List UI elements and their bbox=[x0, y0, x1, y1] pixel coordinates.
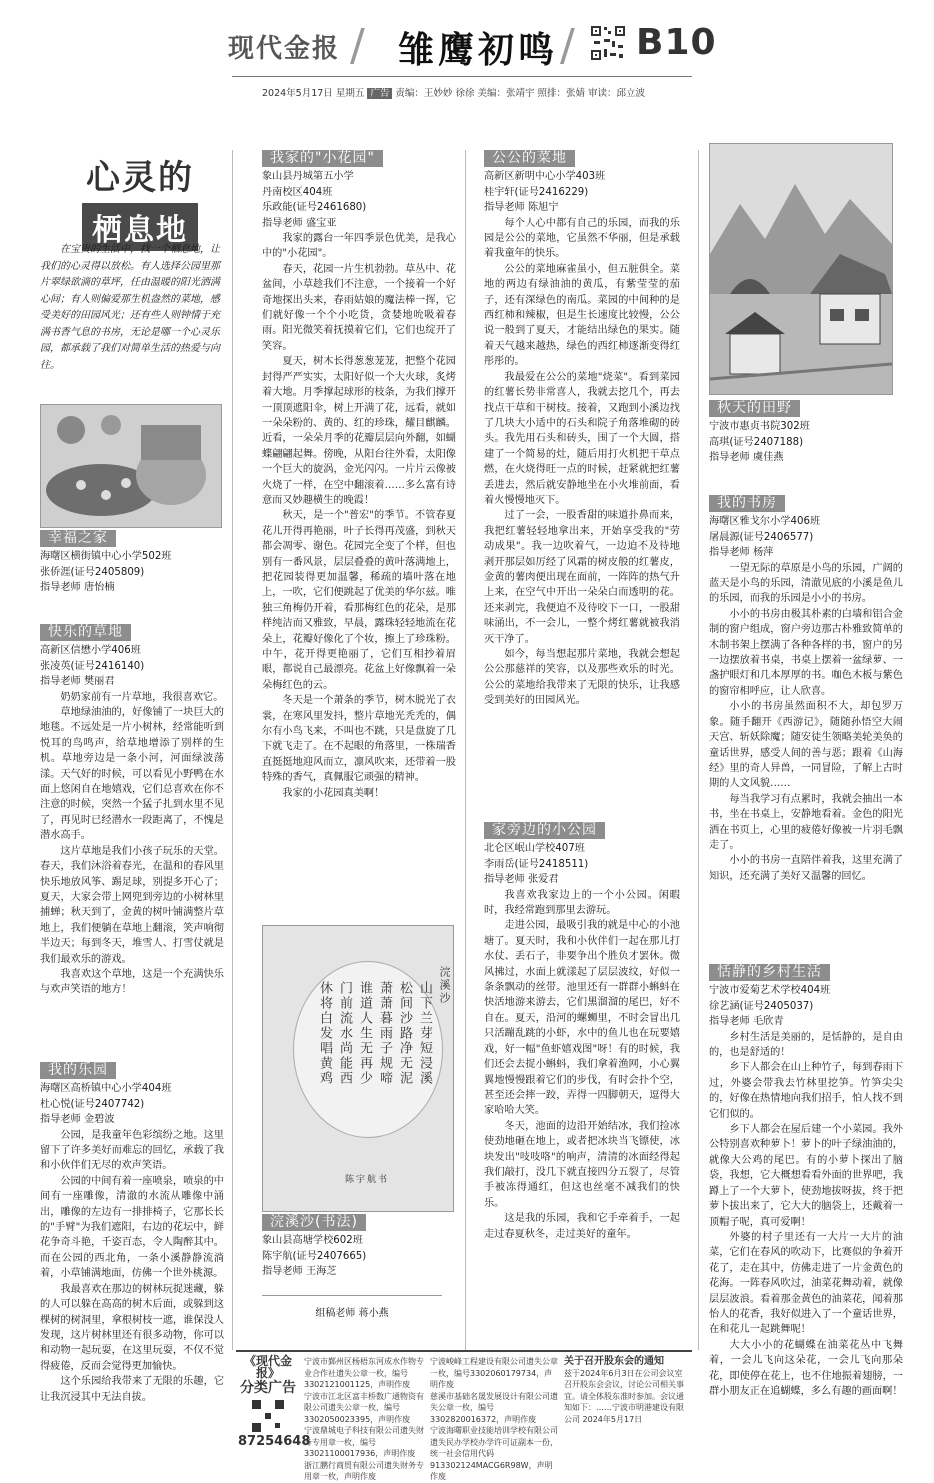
calligraphy-line: 萧萧暮雨子规啼 bbox=[377, 981, 392, 1086]
painting-autumn-field bbox=[709, 143, 893, 395]
author-name: 乐政能(证号2461680) bbox=[262, 202, 367, 214]
article-village bbox=[709, 964, 903, 1399]
column-rule bbox=[698, 150, 699, 1350]
ad-item: 浙江鹏行商贸有限公司遗失财务专用章一枚，声明作废 bbox=[304, 1460, 424, 1481]
feature-title-line1: 心灵的 bbox=[86, 158, 194, 198]
paragraph: 一望无际的草原是小鸟的乐园，广阔的蓝天是小鸟的乐园，清澈见底的小溪是鱼儿的乐园，而我的乐园是小小的书房。 bbox=[709, 562, 903, 605]
credits-line bbox=[262, 85, 645, 99]
author-name: 张侨涯(证号2405809) bbox=[40, 566, 145, 578]
article-title: 幸福之家 bbox=[40, 530, 116, 547]
ad-item: 宁波市鄞州区杨梧东河成水作物专业合作社遗失公章一枚，编号3302121001125，声明作废 bbox=[304, 1357, 424, 1389]
article-title: 公公的菜地 bbox=[484, 150, 575, 167]
author-teacher: 指导老师 毛欣青 bbox=[709, 1016, 784, 1028]
feature-title-line2: 栖息地 bbox=[82, 203, 198, 251]
author-teacher: 指导老师 杨萍 bbox=[709, 547, 774, 559]
paragraph: 小小的书房由极其朴素的白墙和铝合金制的窗户组成，窗户旁边那古朴雅致简单的木制书架上摆满了各种各样的书，窗户的另一边摆放着书桌，书桌上摆着一盆绿萝、一盏护眼灯和几本厚厚的书。咖色木板与紫色的窗帘相呼应，让人欣喜。 bbox=[709, 608, 903, 697]
ad-item: 慈溪市基础名晟发展设计有限公司遗失公章一枚，编号3302820016372，声明作废 bbox=[430, 1391, 558, 1424]
notice-body: 兹于2024年6月3日在公司会议室召开股东会会议，讨论公司相关事宜。请全体股东准时参加。会议通知如下：……宁波市明港建设有限公司 2024年5月17日 bbox=[564, 1368, 684, 1424]
calligraphy-artwork bbox=[262, 925, 454, 1212]
paragraph: 走进公园，最吸引我的就是中心的小池塘了。夏天时，我和小伙伴们一起在那儿打水仗、丢石子，非要争出个胜负才罢休。微风拂过，水面上就漾起了层层波纹，好似一条条飘动的丝带。池里还有一群群小蝌蚪在快活地游来游去，它们黑溜溜的尾巴，好不自在。夏天，沿河的螺蛳里，不时会冒出几只活蹦乱跳的小虾，水中的鱼儿也在玩要嬉戏，好一幅"鱼虾嬉戏图"呀！有的时候，我们还会去捉小蝌蚪，我们拿着渔网，小心翼翼地慢慢跟着它们的步伐，有时会扑个空，甚至还会摔一跤，弄得一四脚朝天，逗得大家哈哈大笑。 bbox=[484, 920, 680, 1117]
author-school: 高新区新明中心小学403班 bbox=[484, 171, 606, 183]
author-teacher: 指导老师 陈旭宁 bbox=[484, 202, 559, 214]
calligraphy-line: 休将白发唱黄鸡 bbox=[317, 981, 332, 1086]
classified-ads bbox=[236, 1350, 692, 1481]
issue-date: 2024年5月17日 星期五 bbox=[262, 88, 365, 99]
article-title: 我的乐园 bbox=[40, 1062, 116, 1079]
paragraph: 公公的菜地麻雀虽小，但五脏俱全。菜地的两边有绿油油的黄瓜，有紫莹莹的茄子，还有深绿色的南瓜。菜园的中间种的是西红柿和辣椒，但是生长速度比较慢，公公说一般到了夏天，才能结出绿色的果实。随着天气越来越热，绿色的西红柿逐渐变得红彤彤的。 bbox=[484, 263, 680, 368]
author-school: 海曙区雅戈尔小学406班 bbox=[709, 516, 821, 528]
author-name: 李雨岳(证号2418511) bbox=[484, 858, 589, 870]
paragraph: 如今，每当想起那片菜地，我就会想起公公那慈祥的笑容，以及那些欢乐的时光。公公的菜地给我带来了无限的快乐，让我感受到美好的田园风光。 bbox=[484, 649, 680, 707]
painting-happy-home bbox=[40, 404, 222, 528]
article-title: 我的书房 bbox=[709, 495, 785, 512]
feature-heading bbox=[60, 150, 220, 251]
column-rule bbox=[232, 150, 233, 1350]
ad-tag: 广告 bbox=[367, 88, 392, 99]
title-divider: / bbox=[560, 20, 575, 71]
author-teacher: 指导老师 盛宝亚 bbox=[262, 217, 337, 229]
calligraphy-side-title: 浣溪沙 bbox=[438, 966, 451, 1005]
author-school: 北仑区岷山学校407班 bbox=[484, 843, 585, 855]
paragraph: 小小的书房虽然面积不大，却包罗万象。随手翻开《西游记》，随随孙悟空大闹天宫、斩妖除魔；随安徒生领略美轮美奂的童话世界，感受人间的善与恶；跟着《山海经》里的奇人异兽，一同冒险，了解上古时期的人文风貌…… bbox=[709, 701, 903, 790]
paragraph: 每当我学习有点累时，我就会抽出一本书，坐在书桌上，安静地看着。金色的阳光洒在书页上，心里的疲倦好像被一片羽毛飘走了。 bbox=[709, 793, 903, 851]
paragraph: 这片草地是我们小孩子玩乐的天堂。春天，我们沐浴着春光，在温和的春风里快乐地放风筝、踢足球，别提多开心了；夏天，大家会带上网兜到旁边的小树林里捕蝉；秋天到了，金黄的树叶铺满整片草地上，我们便躺在草地上翻滚，笑声响彻半边天；每到冬天，堆雪人、打雪仗就是我们最欢乐的游戏。 bbox=[40, 845, 224, 965]
paragraph: 我喜欢我家边上的一个小公园。闲暇时，我经常跑到那里去游玩。 bbox=[484, 889, 680, 917]
paragraph: 每个人心中都有自己的乐园，而我的乐园是公公的菜地，它虽然不华丽，但是承载着我童年的快乐。 bbox=[484, 217, 680, 260]
article-happy-home bbox=[40, 530, 224, 596]
calligraphy-line: 谁道人生无再少 bbox=[357, 981, 372, 1086]
ads-brand bbox=[238, 1354, 311, 1464]
paragraph: 我最爱在公公的菜地"烧菜"。看到菜园的红薯长势非常喜人，我就去挖几个，再去找点干草和干树枝。接着，又跑到小溪边找了几块大小适中的石头和院子角落堆砌的砖头。我先用石头和砖头，围了一个大圆，搭建了一个简易的灶，随后用打火机把干草点燃，在火烧得旺一点的时候，赶紧就把红薯丢进去，然后就安静地坐在小火堆前面，看着火慢慢地灭下。 bbox=[484, 371, 680, 506]
author-name: 屠晨源(证号2406577) bbox=[709, 531, 814, 543]
paragraph: 乡下人都会在屋后建一个小菜园。我外公特别喜欢种萝卜！萝卜的叶子绿油油的，就像大公鸡的尾巴。有的小萝卜探出了脑袋，我想，它大概想看看外面的世界吧，我蹲上了一个大萝卜，使劲地拔呀拔，终于把萝卜拔出来了，它大大的脑袋上，还戴着一顶帽子呢，真可爱啊！ bbox=[709, 1124, 903, 1228]
masthead-rule bbox=[232, 76, 692, 77]
author-school: 海曙区高桥镇中心小学404班 bbox=[40, 1083, 172, 1095]
article-title: 家旁边的小公园 bbox=[484, 822, 605, 839]
author-teacher: 指导老师 唐怡楠 bbox=[40, 582, 115, 594]
article-title: 快乐的草地 bbox=[40, 624, 131, 641]
paragraph: 这是我的乐园，我和它手牵着手，一起走过春夏秋冬，走过美好的童年。 bbox=[484, 1213, 680, 1240]
paragraph: 我家的小花园真美啊！ bbox=[282, 787, 385, 799]
author-name: 桂宇轩(证号2416229) bbox=[484, 186, 589, 198]
paragraph: 大大小小的花蝴蝶在油菜花丛中飞舞着，一会儿飞向这朵花，一会儿飞向那朵花，即使停在花上，也不住地振着翅膀，一群小朋友正在追蝴蝶，多么有趣的画面啊！ bbox=[709, 1339, 903, 1397]
ad-item: 宁波海曙职业技能培训学校有限公司遗失民办学校办学许可证副本一份，统一社会信用代码913302124MACG6R98W，声明作废 bbox=[430, 1426, 558, 1481]
calligraphy-line: 山下兰芽短浸溪 bbox=[417, 981, 432, 1086]
qr-code-icon bbox=[590, 25, 626, 61]
author-school: 宁波市惠贞书院302班 bbox=[709, 421, 810, 433]
paragraph: 小小的书房一直陪伴着我，这里充满了知识，还充满了美好又温馨的回忆。 bbox=[709, 855, 903, 882]
calligraphy-signature: 陈宇航书 bbox=[345, 1175, 390, 1185]
ad-item: 宁波峻峰工程建设有限公司遗失公章一枚，编号3302060179734，声明作废 bbox=[430, 1357, 558, 1389]
author-campus: 丹南校区404班 bbox=[262, 186, 333, 198]
paragraph: 乡村生活是美丽的，是恬静的，是自由的，也是舒适的！ bbox=[709, 1031, 903, 1059]
ads-notice bbox=[564, 1356, 690, 1464]
section-title: 雏鹰初鸣 bbox=[398, 29, 559, 71]
ads-column-2 bbox=[430, 1356, 558, 1481]
notice-title: 关于召开股东会的通知 bbox=[564, 1356, 664, 1367]
article-calligraphy bbox=[262, 1214, 456, 1280]
author-name: 高琪(证号2407188) bbox=[709, 436, 804, 448]
paragraph: 冬天是一个萧条的季节，树木脱光了衣裳，在寒风里发抖，整片草地光秃秃的，偶尔有小鸟飞来，不叫也不跳，只是盘旋了几下就飞走了。在不起眼的角落里，一株瑞香直挺挺地迎风而立，凛风吹来，还带着一股特殊的香气，真佩服它顽强的精神。 bbox=[262, 695, 456, 784]
article-vegetable bbox=[484, 150, 680, 709]
paragraph: 乡下人都会在山上种竹子，每到春雨下过，外婆会带我去竹林里挖笋。竹笋尖尖的，好像在热情地向我们招手，怕人找不到它们似的。 bbox=[709, 1062, 903, 1120]
article-title: 秋天的田野 bbox=[709, 400, 800, 417]
article-autumn-field bbox=[709, 400, 903, 466]
author-name: 徐艺涵(证号2405037) bbox=[709, 1000, 814, 1012]
author-name: 陈宇航(证号2407665) bbox=[262, 1250, 367, 1262]
author-school: 象山县高塘学校602班 bbox=[262, 1235, 363, 1247]
article-title: 浣溪沙(书法) bbox=[262, 1214, 366, 1231]
feature-intro-text: 在宝贵的生活中，找一个栖息地，让我们的心灵得以放松。有人选择公园里那片翠绿欲滴的草坪，任由温暖的阳光洒满心间；有人则偏爱那生机盎然的菜地，感受美好的田园风光；还有些人则钟情于充满书香气息的书房，无论是哪一个心灵乐园，都承载了我们对简单生活的热爱与向往。 bbox=[40, 244, 220, 371]
paragraph: 秋天，是一个"普宏"的季节。不管春夏花儿开得再艳丽，叶子长得再茂盛，到秋天都会凋零、谢色。花园完全变了个样，但也别有一番风景，层层叠叠的黄叶落满地上，把花园装得更加温馨，稀疏的墙叶落在地上，一吹，它们便跳起了优美的华尔兹。唯独三角梅仍开着，看那梅红色的花朵，是那样纯洁而又雅致，早晨，露珠轻轻地流在花朵上，花瓣好像化了个妆，擦上了珍珠粉。中午，花开得更艳丽了，它们互相抄着眉眼，都说自己最漂亮。花盆上好像飘着一朵朵梅红色的云。 bbox=[262, 510, 456, 691]
paragraph: 公园的中间有着一座喷泉，喷泉的中间有一座雕像，清澈的水流从雕像中涌出，雕像的左边有一排排椅子，它那长长的"手臂"为我们遮阳，右边的花坛中，鲜花争奇斗艳，千姿百态，令人陶醉其中。而在公园的西北角，一条小溪静静流淌着，小草铺满地面，仿佛一个世外桃源。 bbox=[40, 1175, 224, 1280]
ads-column-1 bbox=[304, 1356, 424, 1481]
ads-title: 《现代金报》 bbox=[243, 1354, 292, 1380]
author-teacher: 指导老师 虞佳燕 bbox=[709, 452, 784, 464]
paragraph: 奶奶家前有一片草地，我很喜欢它。 bbox=[60, 691, 224, 703]
author-school: 海曙区横街镇中心小学502班 bbox=[40, 551, 172, 563]
ads-subtitle: 分类广告 bbox=[240, 1380, 296, 1396]
author-teacher: 指导老师 王海芝 bbox=[262, 1266, 337, 1278]
organizer-credit: 组稿老师 蒋小燕 bbox=[262, 1295, 442, 1319]
paragraph: 夏天，树木长得葱葱茏茏，把整个花园封得严严实实，太阳好似一个大火球，炙烤着大地。月季撑起球形的枝条，为我们撑开一顶顶遮阳伞，树上开满了花，远看，就如一朵朵粉的、黄的、红的珍珠，耀目麒麟。近看，一朵朵月季的花瓣层层向外翻，如蝴蝶翩翩起舞。傍晚，从阳台往外看，太阳像一个巨大的旋涡，金光闪闪。一片片云像被火烧了一样，在空中翻滚着……多么富有诗意而又妙趣横生的晚霞！ bbox=[262, 356, 456, 506]
paragraph: 我喜欢这个草地，这是一个充满快乐与欢声笑语的地方！ bbox=[40, 968, 224, 996]
article-garden bbox=[40, 1062, 224, 1405]
author-teacher: 指导老师 樊丽君 bbox=[40, 676, 115, 688]
editor-credits: 责编：王妙妙 徐徐 美编：张靖宇 照排：张婧 审读：邱立波 bbox=[395, 88, 646, 99]
ads-phone: 87254648 bbox=[238, 1434, 311, 1449]
paragraph: 草地绿油油的，好像铺了一块巨大的地毯。不远处是一片小树林，经常能听到悦耳的鸟鸣声，给草地增添了别样的生机。草地旁边是一条小河，河面绿波荡漾。天气好的时候，可以看见小野鸭在水面上悠闲自在地嬉戏，它们总喜欢在你不注意的时候，突然一个猛子扎到水里不见了，再见时已经潜水一段距离了，不愧是潜水高手。 bbox=[40, 707, 224, 842]
column-rule bbox=[465, 150, 466, 1350]
article-title: 恬静的乡村生活 bbox=[709, 964, 830, 981]
paragraph: 我家的露台一年四季景色优美，是我心中的"小花园"。 bbox=[262, 233, 456, 260]
ad-item: 宁波市江北区富丰桥数广通物资有限公司遗失公章一枚，编号3302050023395，声明作废 bbox=[304, 1391, 424, 1424]
page-number: B10 bbox=[636, 22, 717, 63]
article-title: 我家的"小花园" bbox=[262, 150, 383, 167]
feature-intro bbox=[40, 242, 220, 374]
qr-code-icon bbox=[251, 1399, 285, 1433]
article-study bbox=[709, 495, 903, 884]
author-school: 宁波市爱菊艺术学校404班 bbox=[709, 985, 831, 997]
author-teacher: 指导老师 张爱君 bbox=[484, 874, 559, 886]
calligraphy-line: 松间沙路净无泥 bbox=[397, 981, 412, 1086]
article-grass bbox=[40, 624, 224, 998]
newspaper-name: 现代金报 bbox=[228, 34, 341, 64]
paragraph: 公园，是我童年色彩缤纷之地。这里留下了许多美好而难忘的回忆，承载了我和小伙伴们无尽的欢声笑语。 bbox=[40, 1129, 224, 1172]
title-divider: / bbox=[350, 20, 365, 71]
paragraph: 我最喜欢在那边的树林玩捉迷藏，躲的人可以躲在高高的树木后面，或躲到这棵树的树洞里，拿根树枝一遮，谁保没人发现，这片树林里还有很多动物，你可以和动物一起玩耍，在这里玩耍，不仅不觉得疲倦，反而会觉得更加愉快。 bbox=[40, 1283, 224, 1372]
paragraph: 春天，花园一片生机勃勃。草丛中、花盆间，小草趁我们不注意，一个接着一个好奇地探出头来，春雨姑娘的魔法棒一挥，它们就好像一个个小吃货，贪婪地吮吸着春雨。阳光微笑着抚摸着它们，它们也绽开了笑容。 bbox=[262, 263, 456, 352]
author-name: 张凌英(证号2416140) bbox=[40, 660, 145, 672]
author-school: 象山县丹城第五小学 bbox=[262, 171, 354, 183]
paragraph: 外婆的村子里还有一大片一大片的油菜，它们在春风的吹动下，比赛似的争着开花了，走在其中，仿佛走进了一片金黄色的花海。一阵春风吹过，油菜花舞动着，就像层层波浪。看着那金黄色的油菜花，闻着那怡人的花香，我好似进入了一个童话世界，在和花儿一起跳舞呢！ bbox=[709, 1231, 903, 1336]
paragraph: 冬天，池面的边沿开始结冰，我们捡冰使劲地砸在地上，或者把冰块当飞镖使，冰块发出"吱吱咯"的响声，清清的冰面经得起我们敲打，没几下就直接四分五裂了，尽管手被冻得通红，但这也丝毫不减我们的快乐。 bbox=[484, 1120, 680, 1209]
article-park bbox=[484, 822, 680, 1242]
article-small-garden bbox=[262, 150, 456, 801]
paragraph: 过了一会，一股香甜的味道扑鼻而来，我把红薯轻轻地拿出来，开始享受我的"劳动成果"。我一边吹着气，一边迫不及待地剥开那层如厉经了风霜的树皮般的红薯皮，金黄的薯肉便出现在面前，一阵阵的热气升上来，在空气中开出一朵朵白而透明的花。还来剥完，我便迫不及待咬下一口，一股甜味涌出，不一会儿，一整个烤红薯就被我消灭干净了。 bbox=[484, 510, 680, 645]
ad-item: 宁波鼎城电子科技有限公司遗失财务专用章一枚，编号33021100017936，声明作废 bbox=[304, 1426, 424, 1458]
calligraphy-line: 门前流水尚能西 bbox=[337, 981, 352, 1086]
author-school: 高新区信懋小学406班 bbox=[40, 645, 141, 657]
author-teacher: 指导老师 金碧波 bbox=[40, 1114, 115, 1126]
author-name: 杜心悦(证号2407742) bbox=[40, 1098, 145, 1110]
paragraph: 这个乐园给我带来了无限的乐趣，它让我沉浸其中无法自拔。 bbox=[40, 1376, 224, 1403]
